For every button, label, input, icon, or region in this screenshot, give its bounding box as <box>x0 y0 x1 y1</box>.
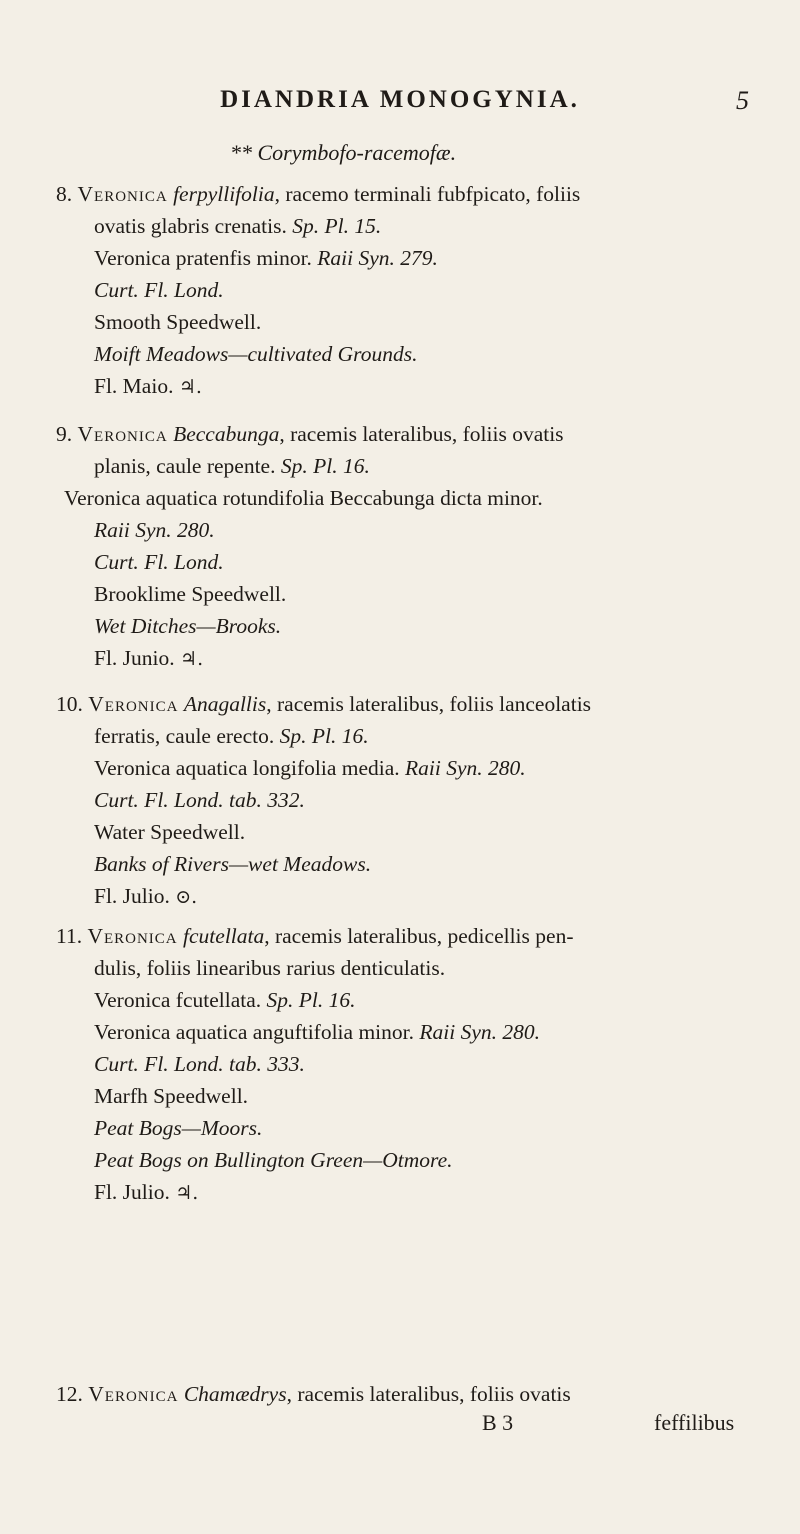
reference: Sp. Pl. 15. <box>292 214 382 238</box>
synonym: Veronica aquatica rotundifolia Beccabunga dicta minor. <box>64 486 543 510</box>
perennial-symbol: ♃. <box>180 648 204 670</box>
catchword: feffilibus <box>654 1410 735 1435</box>
english-name: Water Speedwell. <box>94 820 246 844</box>
synonym-reference: Raii Syn. 280. <box>405 756 526 780</box>
genus-name: Veronica <box>88 692 179 716</box>
habitat: Wet Ditches—Brooks. <box>94 614 282 638</box>
entry-11 <box>56 920 776 1208</box>
genus-name: Veronica <box>77 422 168 446</box>
description: , racemis lateralibus, foliis lanceolatis <box>266 692 592 716</box>
description: , racemis lateralibus, foliis ovatis <box>279 422 564 446</box>
running-title: DIANDRIA MONOGYNIA. <box>220 86 580 113</box>
habitat: Moift Meadows—cultivated Grounds. <box>94 342 418 366</box>
habitat: Banks of Rivers—wet Meadows. <box>94 852 372 876</box>
english-name: Brooklime Speedwell. <box>94 582 287 606</box>
synonym-reference: Raii Syn. 280. <box>419 1020 540 1044</box>
flowering-time: Fl. Junio. <box>94 646 175 670</box>
habitat-local: Peat Bogs on Bullington Green—Otmore. <box>94 1148 453 1172</box>
habitat: Peat Bogs—Moors. <box>94 1116 263 1140</box>
description-cont: ovatis glabris crenatis. <box>94 214 287 238</box>
curtis-reference: Curt. Fl. Lond. tab. 332. <box>94 788 305 812</box>
curtis-reference: Curt. Fl. Lond. <box>94 550 224 574</box>
entry-12 <box>56 1378 776 1410</box>
description-cont: ferratis, caule erecto. <box>94 724 275 748</box>
page-number: 5 <box>736 86 749 115</box>
species-name: Anagallis <box>183 692 267 716</box>
entry-number: 8. <box>56 182 73 206</box>
synonym-reference: Raii Syn. 279. <box>317 246 438 270</box>
synonym-reference: Raii Syn. 280. <box>94 518 215 542</box>
synonym: Veronica pratenfis minor. <box>94 246 312 270</box>
flowering-time: Fl. Maio. <box>94 374 174 398</box>
species-name: ferpyllifolia <box>173 182 275 206</box>
genus-name: Veronica <box>87 924 178 948</box>
genus-name: Veronica <box>77 182 168 206</box>
genus-name: Veronica <box>88 1382 179 1406</box>
entry-number: 11. <box>56 924 83 948</box>
synonym: Veronica aquatica longifolia media. <box>94 756 400 780</box>
description: , racemo terminali fubfpicato, foliis <box>274 182 581 206</box>
species-name: Beccabunga <box>173 422 280 446</box>
reference: Sp. Pl. 16. <box>279 724 369 748</box>
english-name: Smooth Speedwell. <box>94 310 262 334</box>
section-heading: ** Corymbofo-racemofæ. <box>230 140 457 165</box>
curtis-reference: Curt. Fl. Lond. tab. 333. <box>94 1052 305 1076</box>
perennial-symbol: ♃. <box>178 376 202 398</box>
curtis-reference: Curt. Fl. Lond. <box>94 278 224 302</box>
entry-number: 10. <box>56 692 83 716</box>
species-name: fcutellata <box>183 924 265 948</box>
description: , racemis lateralibus, pedicellis pen- <box>264 924 574 948</box>
synonym-reference: Sp. Pl. 16. <box>266 988 356 1012</box>
signature-mark: B 3 <box>482 1410 514 1435</box>
entry-10 <box>56 688 776 912</box>
description: , racemis lateralibus, foliis ovatis <box>286 1382 571 1406</box>
flowering-time: Fl. Julio. <box>94 1180 170 1204</box>
entry-9 <box>56 418 776 674</box>
english-name: Marfh Speedwell. <box>94 1084 249 1108</box>
description-cont: dulis, foliis linearibus rarius denticulatis. <box>94 956 446 980</box>
species-name: Chamædrys <box>183 1382 287 1406</box>
entry-number: 9. <box>56 422 73 446</box>
perennial-symbol: ♃. <box>175 1182 199 1204</box>
entry-number: 12. <box>56 1382 83 1406</box>
entry-8 <box>56 178 776 402</box>
synonym: Veronica fcutellata. <box>94 988 262 1012</box>
annual-symbol: ⊙. <box>175 886 198 908</box>
flowering-time: Fl. Julio. <box>94 884 170 908</box>
description-cont: planis, caule repente. <box>94 454 276 478</box>
synonym: Veronica aquatica anguftifolia minor. <box>94 1020 414 1044</box>
reference: Sp. Pl. 16. <box>280 454 370 478</box>
